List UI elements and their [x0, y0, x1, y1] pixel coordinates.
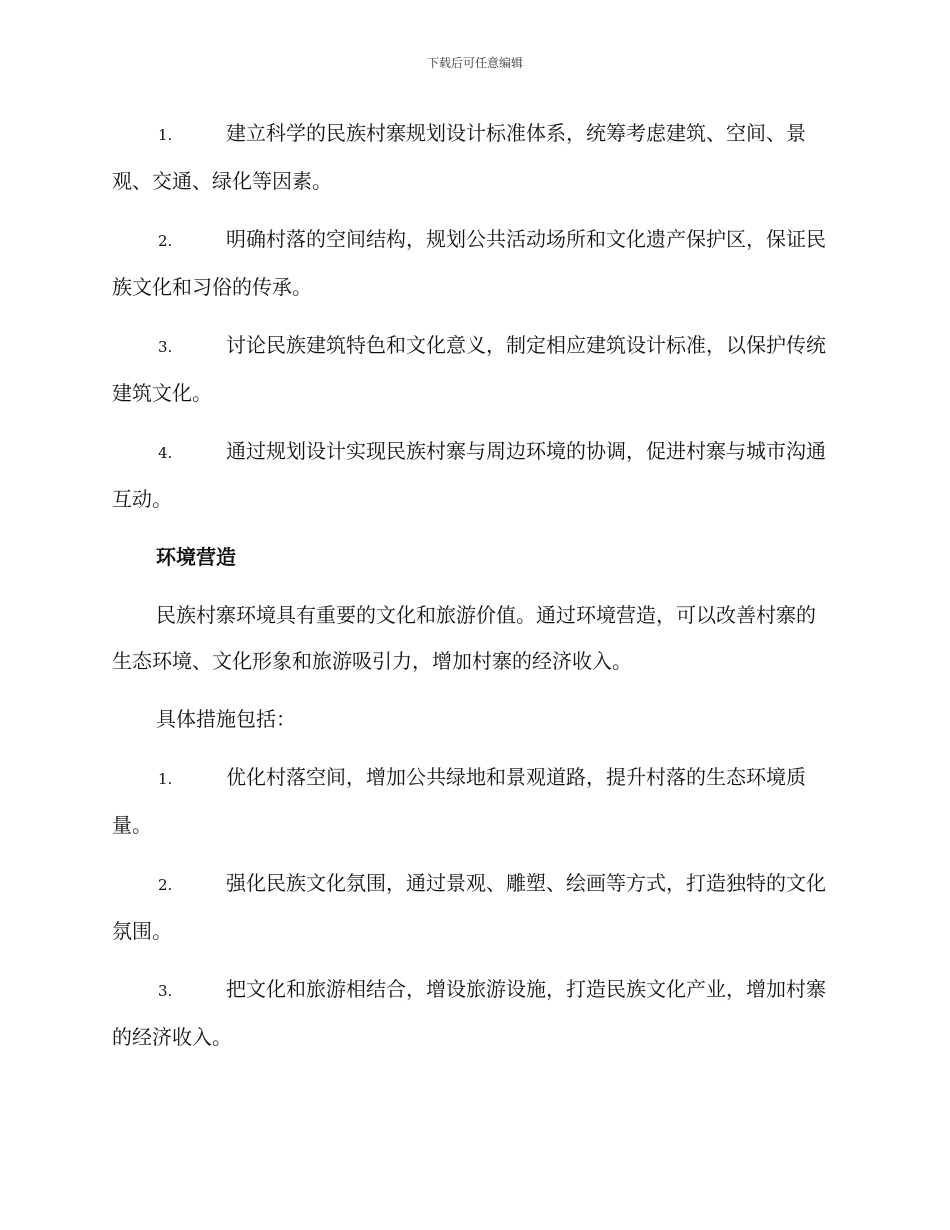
list-item [112, 754, 834, 848]
list-item [112, 322, 834, 416]
measures-label: 具体措施包括： [156, 707, 296, 731]
list-item-text: 把文化和旅游相结合，增设旅游设施，打造民族文化产业，增加村寨的经济收入。 [112, 977, 826, 1049]
list-item-number: 1. [158, 126, 173, 144]
list-item [112, 216, 834, 310]
document-body [112, 110, 834, 1072]
section-heading: 环境营造 [156, 545, 236, 569]
section-intro-paragraph: 民族村寨环境具有重要的文化和旅游价值。通过环境营造，可以改善村寨的生态环境、文化形象和旅游吸引力，增加村寨的经济收入。 [112, 603, 816, 673]
list-item [112, 860, 834, 954]
list-item-number: 4. [158, 444, 173, 462]
list-item [112, 966, 834, 1060]
list-item-number: 1. [158, 770, 173, 788]
list-item-text: 通过规划设计实现民族村寨与周边环境的协调，促进村寨与城市沟通互动。 [112, 439, 826, 511]
list-item-text: 明确村落的空间结构，规划公共活动场所和文化遗产保护区，保证民族文化和习俗的传承。 [112, 227, 826, 299]
list-item-number: 3. [158, 338, 173, 356]
list-item [112, 110, 834, 204]
list-item [112, 428, 834, 522]
list-item-text: 优化村落空间，增加公共绿地和景观道路，提升村落的生态环境质量。 [112, 765, 806, 837]
list-item-number: 2. [158, 876, 173, 894]
list-item-text: 建立科学的民族村寨规划设计标准体系，统筹考虑建筑、空间、景观、交通、绿化等因素。 [112, 121, 806, 193]
list-item-text: 讨论民族建筑特色和文化意义，制定相应建筑设计标准，以保护传统建筑文化。 [112, 333, 826, 405]
page-header: 下载后可任意编辑 [426, 56, 523, 70]
list-item-number: 3. [158, 982, 173, 1000]
list-item-number: 2. [158, 232, 173, 250]
list-item-text: 强化民族文化氛围，通过景观、雕塑、绘画等方式，打造独特的文化氛围。 [112, 871, 826, 943]
